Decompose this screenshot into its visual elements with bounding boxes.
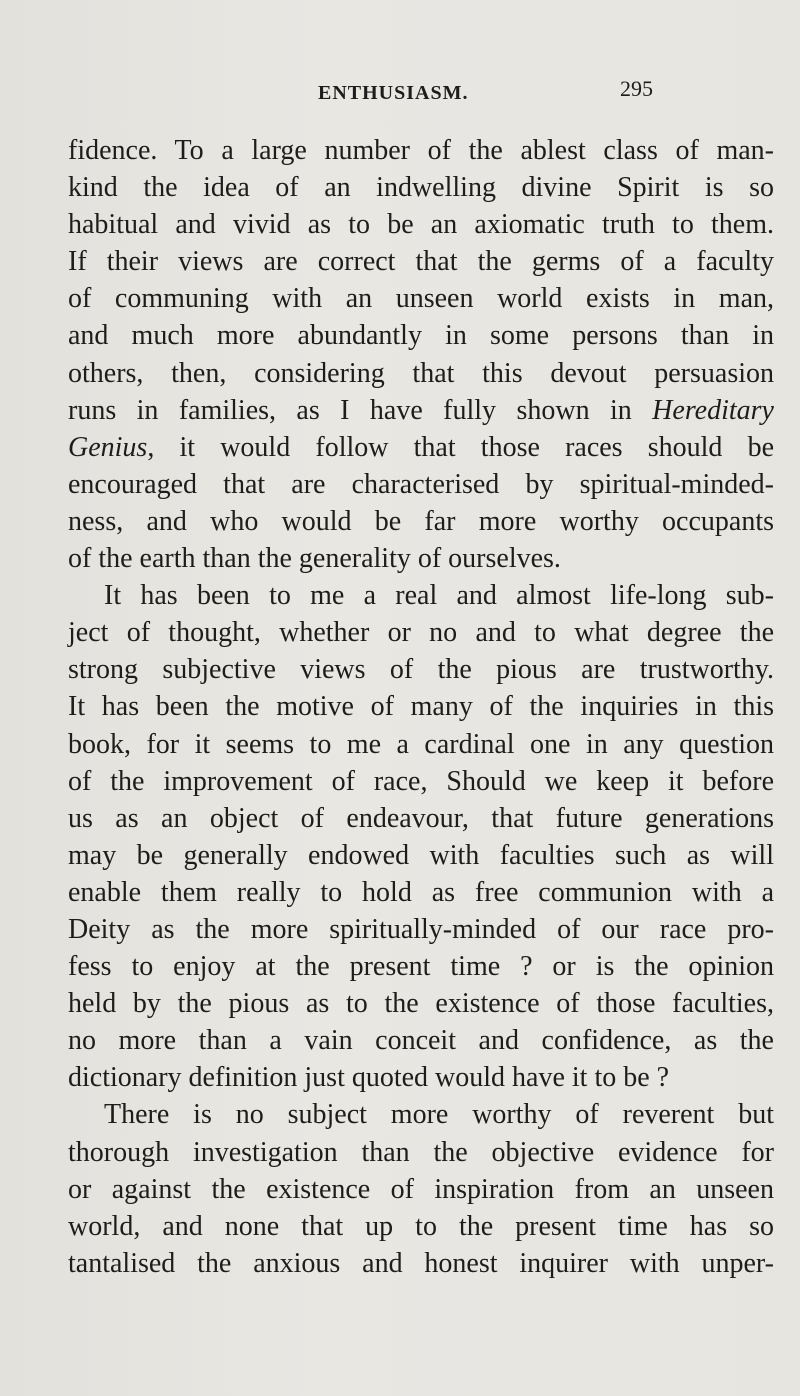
text-line xyxy=(68,429,774,466)
text-line: strong subjective views of the pious are trustworthy. xyxy=(68,654,774,686)
text-line: may be generally endowed with faculties such as will xyxy=(68,839,774,871)
text-line: fess to enjoy at the present time ? or is the opinion xyxy=(68,951,774,983)
text-line: fidence. To a large number of the ablest class of man- xyxy=(68,135,774,166)
page-number: 295 xyxy=(620,76,653,101)
body-text xyxy=(68,132,774,1282)
text-line: dictionary definition just quoted would have it to be ? xyxy=(68,1062,670,1094)
text-run: runs in families, as I have fully shown in xyxy=(68,394,653,426)
text-line: Deity as the more spiritually-minded of our race pro- xyxy=(68,913,774,945)
text-line: habitual and vivid as to be an axiomatic truth to them. xyxy=(68,209,774,241)
text-line: There is no subject more worthy of reverent but xyxy=(104,1099,774,1131)
text-line: of communing with an unseen world exists in man, xyxy=(68,283,774,315)
running-title: ENTHUSIASM. xyxy=(318,82,469,104)
text-line: If their views are correct that the germs of a faculty xyxy=(68,246,774,278)
text-line: ness, and who would be far more worthy occupants xyxy=(68,505,774,537)
text-line: enable them really to hold as free communion with a xyxy=(68,876,774,908)
text-line: It has been the motive of many of the inquiries in this xyxy=(68,691,774,723)
text-line: us as an object of endeavour, that future generations xyxy=(68,802,774,834)
text-line: ject of thought, whether or no and to what degree the xyxy=(68,617,774,649)
italic-book-title: Genius xyxy=(68,431,148,463)
text-line: thorough investigation than the objective evidence for xyxy=(68,1136,774,1168)
text-line: book, for it seems to me a cardinal one in any question xyxy=(68,728,774,760)
text-run: , it would follow that those races should be xyxy=(147,431,774,463)
text-line: encouraged that are characterised by spiritual-minded- xyxy=(68,468,774,500)
text-line: of the improvement of race, Should we keep it before xyxy=(68,765,774,797)
text-line: tantalised the anxious and honest inquirer with unper- xyxy=(68,1247,774,1279)
text-line: or against the existence of inspiration from an unseen xyxy=(68,1173,774,1205)
text-line: kind the idea of an indwelling divine Spirit is so xyxy=(68,172,774,204)
text-line: and much more abundantly in some persons than in xyxy=(68,320,774,352)
text-line: no more than a vain conceit and confidence, as the xyxy=(68,1025,774,1057)
text-line: others, then, considering that this devout persuasion xyxy=(68,357,774,389)
text-line: of the earth than the generality of ourselves. xyxy=(68,543,561,575)
text-line: It has been to me a real and almost life-long sub- xyxy=(104,580,774,612)
text-line: held by the pious as to the existence of those faculties, xyxy=(68,988,774,1020)
text-line xyxy=(68,392,774,429)
text-line: world, and none that up to the present time has so xyxy=(68,1210,774,1242)
italic-book-title: Hereditary xyxy=(652,394,774,426)
